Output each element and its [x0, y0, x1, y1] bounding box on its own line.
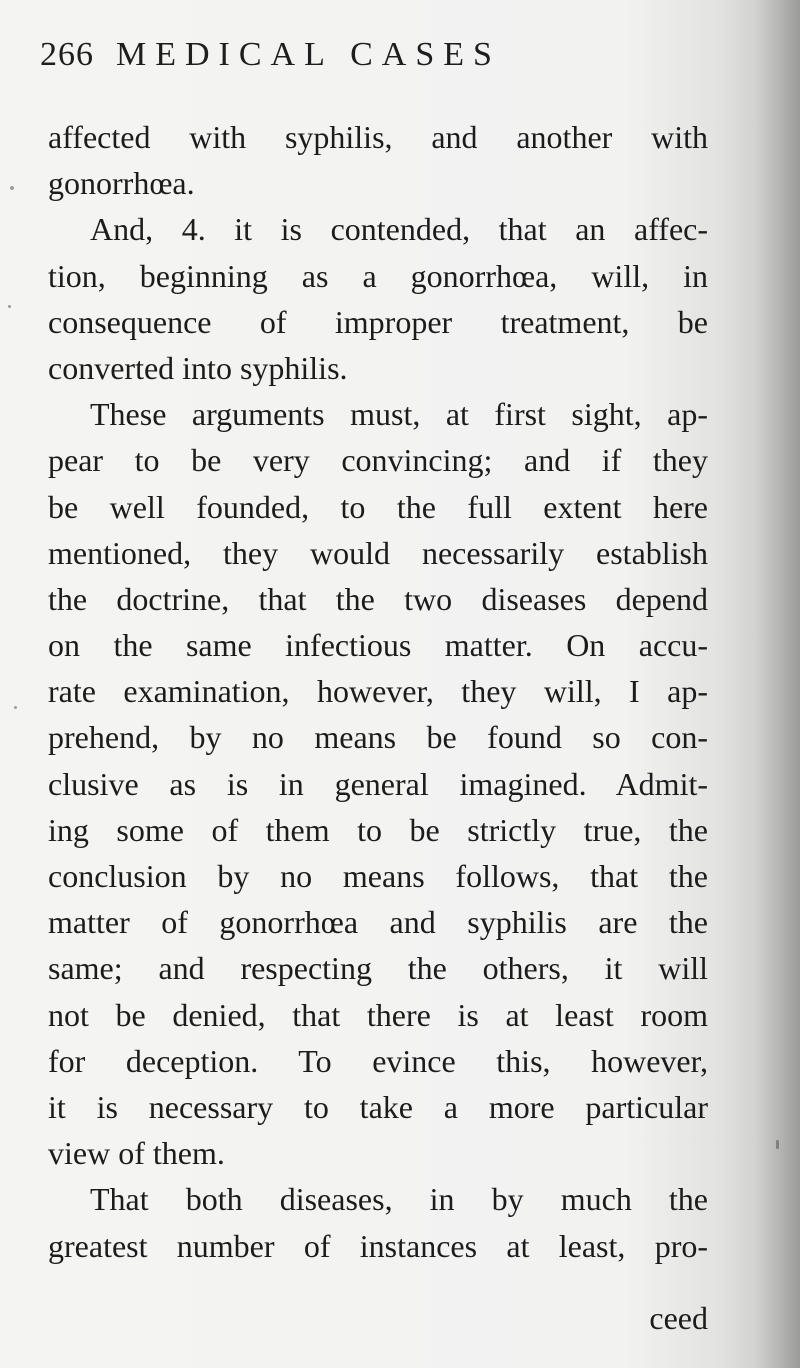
text-line: clusive as is in general imagined. Admit-: [48, 765, 708, 802]
print-speck: [8, 305, 11, 308]
text-line: gonorrhœa.: [48, 165, 195, 202]
text-line: view of them.: [48, 1135, 225, 1172]
text-line: be well founded, to the full extent here: [48, 488, 708, 525]
text-line: That both diseases, in by much the: [90, 1181, 708, 1218]
text-line: conclusion by no means follows, that the: [48, 858, 708, 894]
text-line: tion, beginning as a gonorrhœa, will, in: [48, 257, 708, 294]
text-line: ing some of them to be strictly true, the: [48, 811, 708, 848]
text-line: on the same infectious matter. On accu-: [48, 627, 708, 664]
text-line: greatest number of instances at least, pro-: [48, 1227, 708, 1264]
text-line: it is necessary to take a more particular: [48, 1088, 708, 1125]
text-line: consequence of improper treatment, be: [48, 303, 708, 340]
running-head-title: MEDICAL CASES: [116, 36, 501, 73]
text-line: affected with syphilis, and another with: [48, 119, 708, 155]
print-speck: [776, 1140, 779, 1149]
print-speck: [10, 186, 14, 190]
catchword: ceed: [649, 1300, 708, 1336]
print-speck: [14, 706, 17, 709]
text-line: same; and respecting the others, it will: [48, 950, 708, 987]
text-line: pear to be very convincing; and if they: [48, 442, 708, 479]
text-line: converted into syphilis.: [48, 349, 348, 386]
page-number: 266: [40, 36, 94, 73]
text-line: prehend, by no means be found so con-: [48, 719, 708, 756]
text-line: rate examination, however, they will, I ap-: [48, 673, 708, 710]
text-line: And, 4. it is contended, that an affec-: [90, 211, 708, 248]
text-line: not be denied, that there is at least room: [48, 996, 708, 1033]
text-line: the doctrine, that the two diseases depend: [48, 580, 708, 617]
running-head: [40, 36, 740, 84]
text-line: mentioned, they would necessarily establish: [48, 534, 708, 571]
text-line: for deception. To evince this, however,: [48, 1042, 708, 1079]
text-line: matter of gonorrhœa and syphilis are the: [48, 904, 708, 941]
body-text: [48, 114, 708, 1269]
page-gutter-shadow: [756, 0, 800, 1368]
text-line: These arguments must, at first sight, ap-: [90, 396, 708, 433]
